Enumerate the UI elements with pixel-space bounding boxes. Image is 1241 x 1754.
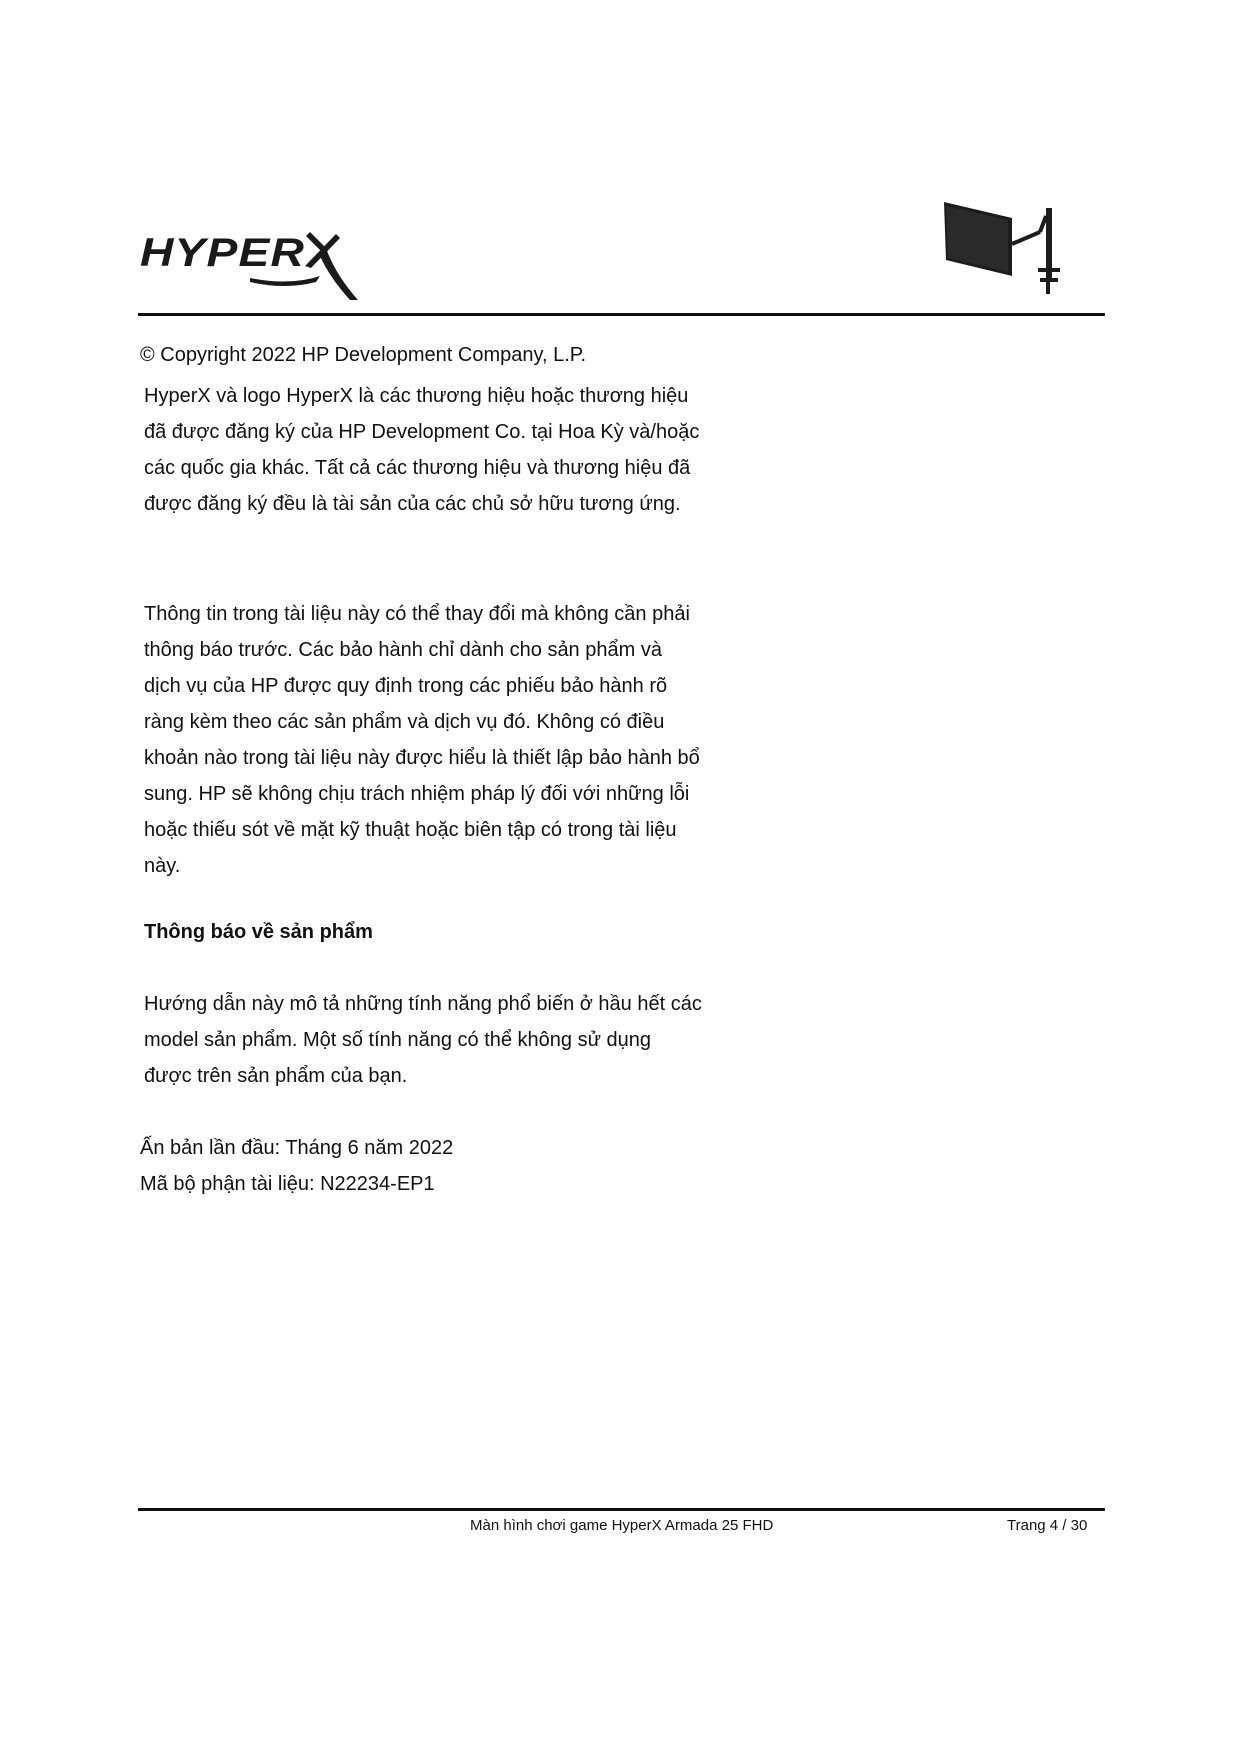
disclaimer-paragraph: Thông tin trong tài liệu này có thể thay đổi mà không cần phải thông báo trước. Các bảo hành chỉ dành cho sản phẩm và dịch vụ của HP được quy định trong các phiếu bảo hành rõ ràng kèm theo các sản phẩm và dịch vụ đó. Không có điều khoản nào trong tài liệu này được hiểu là thiết lập bảo hành bổ sung. HP sẽ không chịu trách nhiệm pháp lý đối với những lỗi hoặc thiếu sót về mặt kỹ thuật hoặc biên tập có trong tài liệu này. — [144, 603, 700, 877]
footer-divider — [138, 1508, 1105, 1511]
edition-info — [140, 1130, 453, 1202]
footer-page-number: Trang 4 / 30 — [1007, 1517, 1088, 1534]
svg-text:HYPER: HYPER — [140, 231, 305, 275]
product-notice-heading: Thông báo về sản phẩm — [144, 921, 373, 943]
monitor-arm-icon — [942, 198, 1082, 298]
product-notice-paragraph: Hướng dẫn này mô tả những tính năng phổ biến ở hầu hết các model sản phẩm. Một số tính năng có thể không sử dụng được trên sản phẩm của bạn. — [144, 993, 702, 1087]
header-divider — [138, 313, 1105, 316]
first-edition-line: Ấn bản lần đầu: Tháng 6 năm 2022 — [140, 1137, 454, 1159]
trademark-paragraph: HyperX và logo HyperX là các thương hiệu hoặc thương hiệu đã được đăng ký của HP Development Co. tại Hoa Kỳ và/hoặc các quốc gia khác. Tất cả các thương hiệu và thương hiệu đã được đăng ký đều là tài sản của các chủ sở hữu tương ứng. — [144, 385, 700, 515]
footer-document-title: Màn hình chơi game HyperX Armada 25 FHD — [470, 1517, 774, 1534]
part-number-line: Mã bộ phận tài liệu: N22234-EP1 — [140, 1173, 435, 1195]
copyright-notice: © Copyright 2022 HP Development Company, L.P. — [140, 344, 587, 366]
hyperx-logo — [140, 226, 370, 306]
